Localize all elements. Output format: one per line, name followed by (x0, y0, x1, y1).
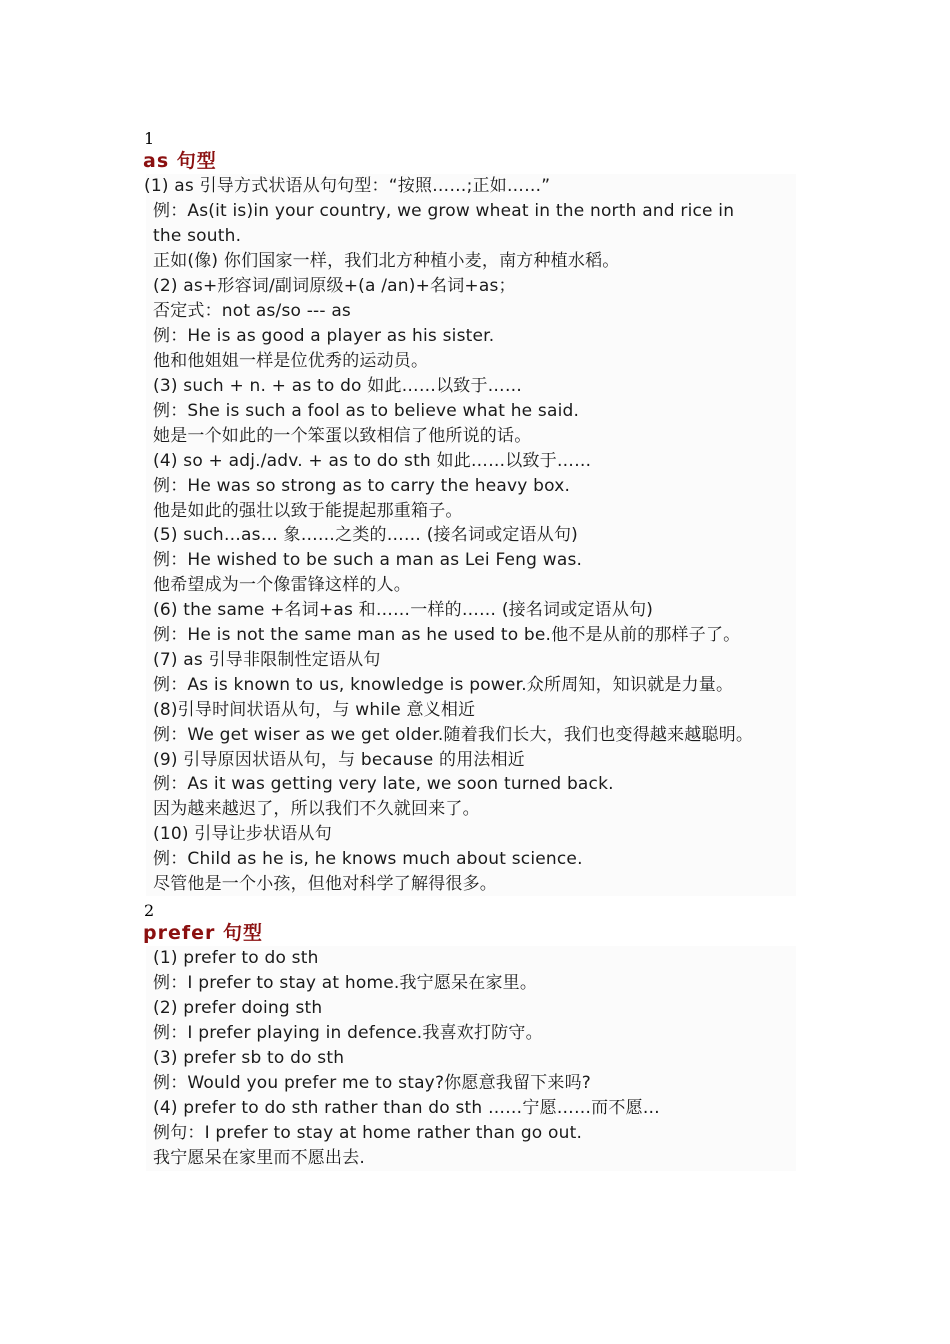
text-line: 例：He is not the same man as he used to be.他不是从前的那样子了。 (153, 625, 741, 645)
section-title: as 句型 (143, 150, 217, 172)
text-line: (4) so + adj./adv. + as to do sth 如此……以致于…… (153, 451, 592, 471)
text-line: the south. (153, 226, 242, 246)
section-number: 2 (144, 901, 155, 920)
text-line: 例：He was so strong as to carry the heavy box. (153, 476, 571, 496)
text-line: 例：As is known to us, knowledge is power.众所周知，知识就是力量。 (153, 675, 734, 695)
text-line: (10) 引导让步状语从句 (153, 824, 332, 844)
text-line: 例：As it was getting very late, we soon turned back. (153, 774, 614, 794)
text-line: 例：Would you prefer me to stay?你愿意我留下来吗? (153, 1073, 591, 1093)
text-line: 例：He wished to be such a man as Lei Feng was. (153, 550, 583, 570)
text-line: 例：I prefer to stay at home.我宁愿呆在家里。 (153, 973, 538, 993)
text-line: 他和他姐姐一样是位优秀的运动员。 (153, 351, 429, 371)
text-line: (1) prefer to do sth (153, 948, 319, 968)
text-line: 因为越来越迟了，所以我们不久就回来了。 (153, 799, 480, 819)
text-line: 例：I prefer playing in defence.我喜欢打防守。 (153, 1023, 543, 1043)
text-line: (2) as+形容词/副词原级+(a /an)+名词+as； (153, 276, 516, 296)
text-line: (7) as 引导非限制性定语从句 (153, 650, 381, 670)
text-line: (4) prefer to do sth rather than do sth ……宁愿……而不愿… (153, 1098, 660, 1118)
text-line: 否定式：not as/so --- as (153, 301, 351, 321)
text-line: 例：She is such a fool as to believe what he said. (153, 401, 580, 421)
text-line: (2) prefer doing sth (153, 998, 323, 1018)
text-line: 他是如此的强壮以致于能提起那重箱子。 (153, 501, 463, 521)
text-line: 他希望成为一个像雷锋这样的人。 (153, 575, 411, 595)
text-line: (1) as 引导方式状语从句句型：“按照……;正如……” (144, 176, 551, 196)
text-line: 例：He is as good a player as his sister. (153, 326, 495, 346)
section-title: prefer 句型 (143, 922, 263, 944)
text-line: 尽管他是一个小孩，但他对科学了解得很多。 (153, 874, 497, 894)
section-number: 1 (144, 129, 155, 148)
text-line: 例：Child as he is, he knows much about science. (153, 849, 583, 869)
text-line: (3) prefer sb to do sth (153, 1048, 345, 1068)
text-line: 我宁愿呆在家里而不愿出去. (153, 1148, 366, 1168)
text-line: (3) such + n. + as to do 如此……以致于…… (153, 376, 523, 396)
text-line: 例：As(it is)in your country, we grow wheat in the north and rice in (153, 201, 735, 221)
text-line: (6) the same +名词+as 和……一样的…… (接名词或定语从句) (153, 600, 654, 620)
text-line: (5) such…as… 象……之类的…… (接名词或定语从句) (153, 525, 578, 545)
text-line: 她是一个如此的一个笨蛋以致相信了他所说的话。 (153, 426, 532, 446)
text-line: (9) 引导原因状语从句，与 because 的用法相近 (153, 750, 525, 770)
text-line: 例句：I prefer to stay at home rather than go out. (153, 1123, 583, 1143)
text-line: (8)引导时间状语从句，与 while 意义相近 (153, 700, 476, 720)
text-line: 例：We get wiser as we get older.随着我们长大，我们也变得越来越聪明。 (153, 725, 754, 745)
text-line: 正如(像) 你们国家一样，我们北方种植小麦，南方种植水稻。 (153, 251, 620, 271)
